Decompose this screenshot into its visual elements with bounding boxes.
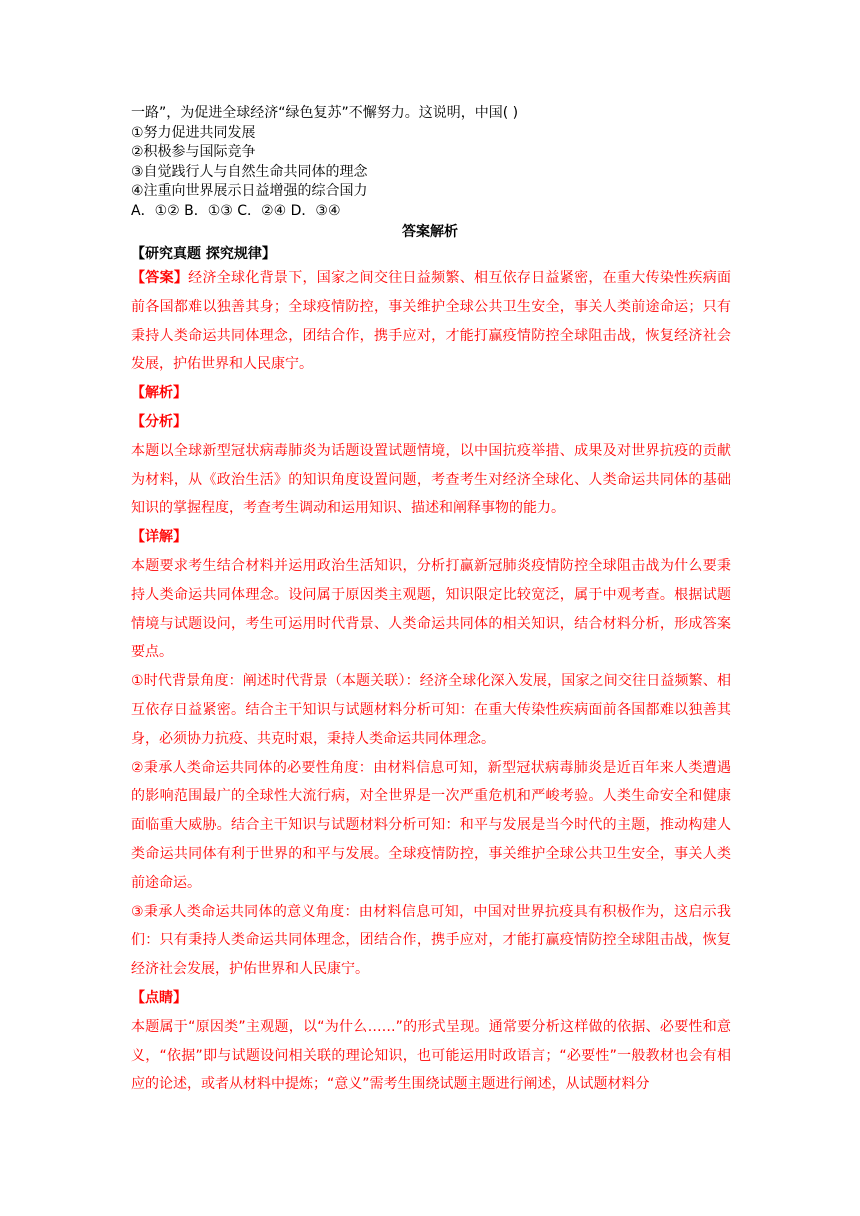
option-item-4: ④注重向世界展示日益增强的综合国力	[131, 183, 368, 200]
dianjing-text: 本题属于“原因类”主观题，以“为什么……”的形式呈现。通常要分析这样做的依据、必要性和意义，“依据”即与试题设问相关联的理论知识，也可能运用时政语言；“必要性”一般教材也会有相应的论述，或者从材料中提炼；“意义”需考生围绕试题主题进行阐述，从试题材料分	[131, 1018, 731, 1093]
dianjing-tag: 【点睛】	[131, 989, 187, 1006]
answer-tag: 【答案】	[131, 270, 189, 286]
xiangjie-paragraph-2: ①时代背景角度：阐述时代背景（本题关联）：经济全球化深入发展，国家之间交往日益频繁、相互依存日益紧密。结合主干知识与试题材料分析可知：在重大传染性疾病面前各国都难以独善其身，必须协力抗疫、共克时艰，秉持人类命运共同体理念。	[131, 673, 731, 747]
xiangjie-paragraph-4: ③秉承人类命运共同体的意义角度：由材料信息可知，中国对世界抗疫具有积极作为，这启示我们：只有秉持人类命运共同体理念，团结合作，携手应对，才能打赢疫情防控全球阻击战，恢复经济社会发展，护佑世界和人民康宁。	[131, 903, 731, 978]
option-item-1: ①努力促进共同发展	[131, 124, 256, 141]
question-tail	[131, 104, 731, 222]
section-subtitle: 【研究真题 探究规律】	[131, 246, 276, 262]
option-item-2: ②积极参与国际竞争	[131, 144, 256, 161]
question-stem-line: 一路”，为促进全球经济“绿色复苏”不懈努力。这说明，中国( )	[131, 105, 519, 121]
xiangjie-paragraph-1: 本题要求考生结合材料并运用政治生活知识，分析打赢新冠肺炎疫情防控全球阻击战为什么要秉持人类命运共同体理念。设问属于原因类主观题，知识限定比较宽泛，属于中观考查。根据试题情境与试题设问，考生可运用时代背景、人类命运共同体的相关知识，结合材料分析，形成答案要点。	[131, 557, 731, 661]
xiangjie-tag: 【详解】	[131, 529, 187, 546]
answer-choices: A．①② B．①③ C．②④ D．③④	[131, 202, 341, 219]
option-item-3: ③自觉践行人与自然生命共同体的理念	[131, 163, 368, 180]
answer-paragraph	[131, 264, 731, 379]
fenxi-tag: 【分析】	[131, 413, 187, 430]
fenxi-text: 本题以全球新型冠状病毒肺炎为话题设置试题情境，以中国抗疫举措、成果及对世界抗疫的贡献为材料，从《政治生活》的知识角度设置问题，考查考生对经济全球化、人类命运共同体的基础知识的掌握程度，考查考生调动和运用知识、描述和阐释事物的能力。	[131, 442, 731, 517]
analysis-tag: 【解析】	[131, 385, 187, 402]
answer-text: 经济全球化背景下，国家之间交往日益频繁、相互依存日益紧密，在重大传染性疾病面前各国都难以独善其身；全球疫情防控，事关维护全球公共卫生安全，事关人类前途命运；只有秉持人类命运共同体理念，团结合作，携手应对，才能打赢疫情防控全球阻击战，恢复经济社会发展，护佑世界和人民康宁。	[131, 270, 731, 373]
xiangjie-paragraph-3: ②秉承人类命运共同体的必要性角度：由材料信息可知，新型冠状病毒肺炎是近百年来人类遭遇的影响范围最广的全球性大流行病，对全世界是一次严重危机和严峻考验。人类生命安全和健康面临重大威胁。结合主干知识与试题材料分析可知：和平与发展是当今时代的主题，推动构建人类命运共同体有利于世界的和平与发展。全球疫情防控，事关维护全球公共卫生安全，事关人类前途命运。	[131, 759, 731, 891]
answer-explanation	[131, 244, 731, 1099]
section-title: 答案解析	[402, 224, 458, 240]
